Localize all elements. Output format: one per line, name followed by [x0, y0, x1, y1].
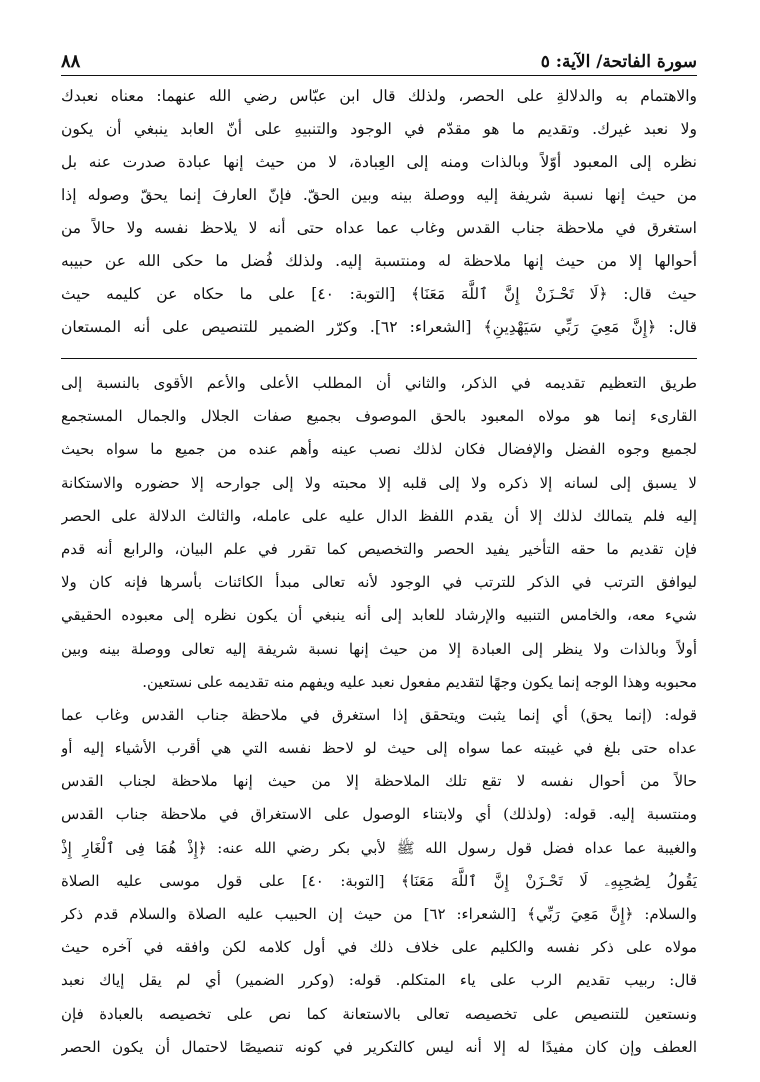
main-line: ولا نعبد غيرك. وتقديم ما هو مقدّم في الوجود والتنبيهِ على أنّ العابد ينبغي أن يكون	[61, 120, 697, 138]
footnote-line: أولاً وبالذات ولا ينظر إلى العبادة إلا من حيث إنها نسبة شريفة إليه تعالى ووصلة بينه وبين	[61, 639, 697, 658]
footnote-line: لجميع وجوه الفضل والإفضال فكان لذلك نصب عينه وأهم عنده من جميع ما سواه بحيث	[61, 440, 697, 459]
main-text	[61, 80, 697, 344]
main-line: حيث قال: ﴿لَا تَحْـزَنْ إِنَّ ٱللَّهَ مَعَنَا﴾ [التوبة: ٤٠] على ما حكاه عن كليمه حيث	[61, 285, 697, 303]
footnote-separator	[61, 358, 697, 359]
main-line: قال: ﴿إِنَّ مَعِيَ رَبِّي سَيَهْدِينِ﴾ [الشعراء: ٦٢]. وكرّر الضمير للتنصيص على أنه المستعان	[61, 318, 697, 336]
footnote-line: طريق التعظيم تقديمه في الذكر، والثاني أن المطلب الأعلى والأعم الأقوى بالنسبة إلى	[61, 374, 697, 392]
footnote-line: عداه حتى بلغ في غيبته عما سواه إلى حيث لو لاحظ نفسه التي هي أقرب الأشياء إليه أو	[61, 739, 697, 758]
footnote-line: قال: ربيب تقديم الرب على ياء المتكلم. قوله: (وكرر الضمير) أي لم يقل إياك نعبد	[61, 971, 697, 990]
footnote-line: شيء معه، والخامس التنبيه والإرشاد للعابد إلى أنه ينبغي أن يكون نظره إلى معبوده الحقيقي	[61, 606, 697, 625]
footnote-line: فإن تقديم ما حقه التأخير يفيد الحصر والتخصيص كما تقرر في علم البيان، والرابع أنه قدم	[61, 539, 697, 558]
footnote-line: ليوافق الترتب في الذكر للترتب في الوجود لأنه تعالى مبدأ الكائنات بأسرها فإنه كان ولا	[61, 573, 697, 592]
main-line: استغرق في ملاحظة جناب القدس وغاب عما عداه حتى أنه لا يلاحظ نفسه ولا حالاً من	[61, 219, 697, 237]
main-line: من حيث إنها نسبة شريفة إليه ووصلة بينه وبين الحقّ. فإنّ العارفَ إنما يحقّ وصوله إذا	[61, 186, 697, 204]
footnote-line: محبوبه وهذا الوجه إنما يكون وجهًا لتقديم مفعول نعبد عليه ويفهم منه تقديمه على نستعين.	[142, 672, 697, 691]
footnote-line: والغيبة عما عداه فضل قول رسول الله ﷺ لأبي بكر رضي الله عنه: ﴿إِذْ هُمَا فِى ٱلْغَارِ إِذْ	[61, 838, 697, 857]
footnote-line: القارىء إنما هو مولاه المعبود بالحق الموصوف بجميع صفات الجلال والجمال المستجمع	[61, 407, 697, 426]
footnote-line: العطف وإن كان مفيدًا له إلا أنه ليس كالتكرير في كونه تنصيصًا لاحتمال أن يكون الحصر	[61, 1037, 697, 1056]
footnote-line: مولاه على ذكر نفسه والكليم على خلاف ذلك في أول كلامه لكن وافقه في آخره حيث	[61, 938, 697, 957]
page-number: ٨٨	[61, 51, 81, 72]
footnote-line: ومنتسبة إليه. قوله: (ولذلك) أي ولابتناء الوصول على الاستغراق في ملاحظة جناب القدس	[61, 805, 697, 824]
main-line: والاهتمام به والدلالةِ على الحصر، ولذلك قال ابن عبّاس رضي الله عنهما: معناه نعبدك	[61, 87, 697, 105]
footnote-line: يَقُولُ لِصَٰحِبِهِۦ لَا تَحْـزَنْ إِنَّ ٱللَّهَ مَعَنَا﴾ [التوبة: ٤٠] على قول موسى عليه الصلاة	[61, 871, 697, 890]
footnotes	[61, 367, 697, 1064]
footnote-line: ونستعين للتنصيص على تخصيصه تعالى بالاستعانة كما نص على تخصيصه بالعبادة فإن	[61, 1004, 697, 1023]
footnote-line: والسلام: ﴿إِنَّ مَعِيَ رَبِّي﴾ [الشعراء: ٦٢] من حيث إن الحبيب عليه الصلاة والسلام قدم ذكر	[61, 905, 697, 923]
footnote-line: لا يسبق إلى لسانه إلا ذكره ولا إلى قلبه إلا محبته ولا إلى جوارحه إلا حضوره والاستكانة	[61, 473, 697, 492]
footnote-line: قوله: (إنما يحق) أي إنما يثبت ويتحقق إذا استغرق في ملاحظة جناب القدس وغاب عما	[61, 705, 697, 724]
page-header	[61, 40, 697, 76]
main-line: أحوالها إلا من حيث إنها ملاحظة له ومنتسبة إليه. ولذلك فُضل ما حكى الله عن حبيبه	[61, 252, 697, 270]
surah-title: سورة الفاتحة/ الآية: ٥	[540, 52, 697, 72]
footnote-line: إليه فلم يتمالك لذلك إلا أن يقدم اللفظ الدال عليه على عامله، والثالث الدلالة على الحصر	[61, 506, 697, 525]
main-line: نظره إلى المعبود أوّلاً وبالذات ومنه إلى العِبادة، لا من حيث إنها عبادة صدرت عنه بل	[61, 153, 697, 171]
footnote-line: حالاً من أحوال نفسه لا تقع تلك الملاحظة إلا من حيث إنها ملاحظة لجناب القدس	[61, 772, 697, 791]
